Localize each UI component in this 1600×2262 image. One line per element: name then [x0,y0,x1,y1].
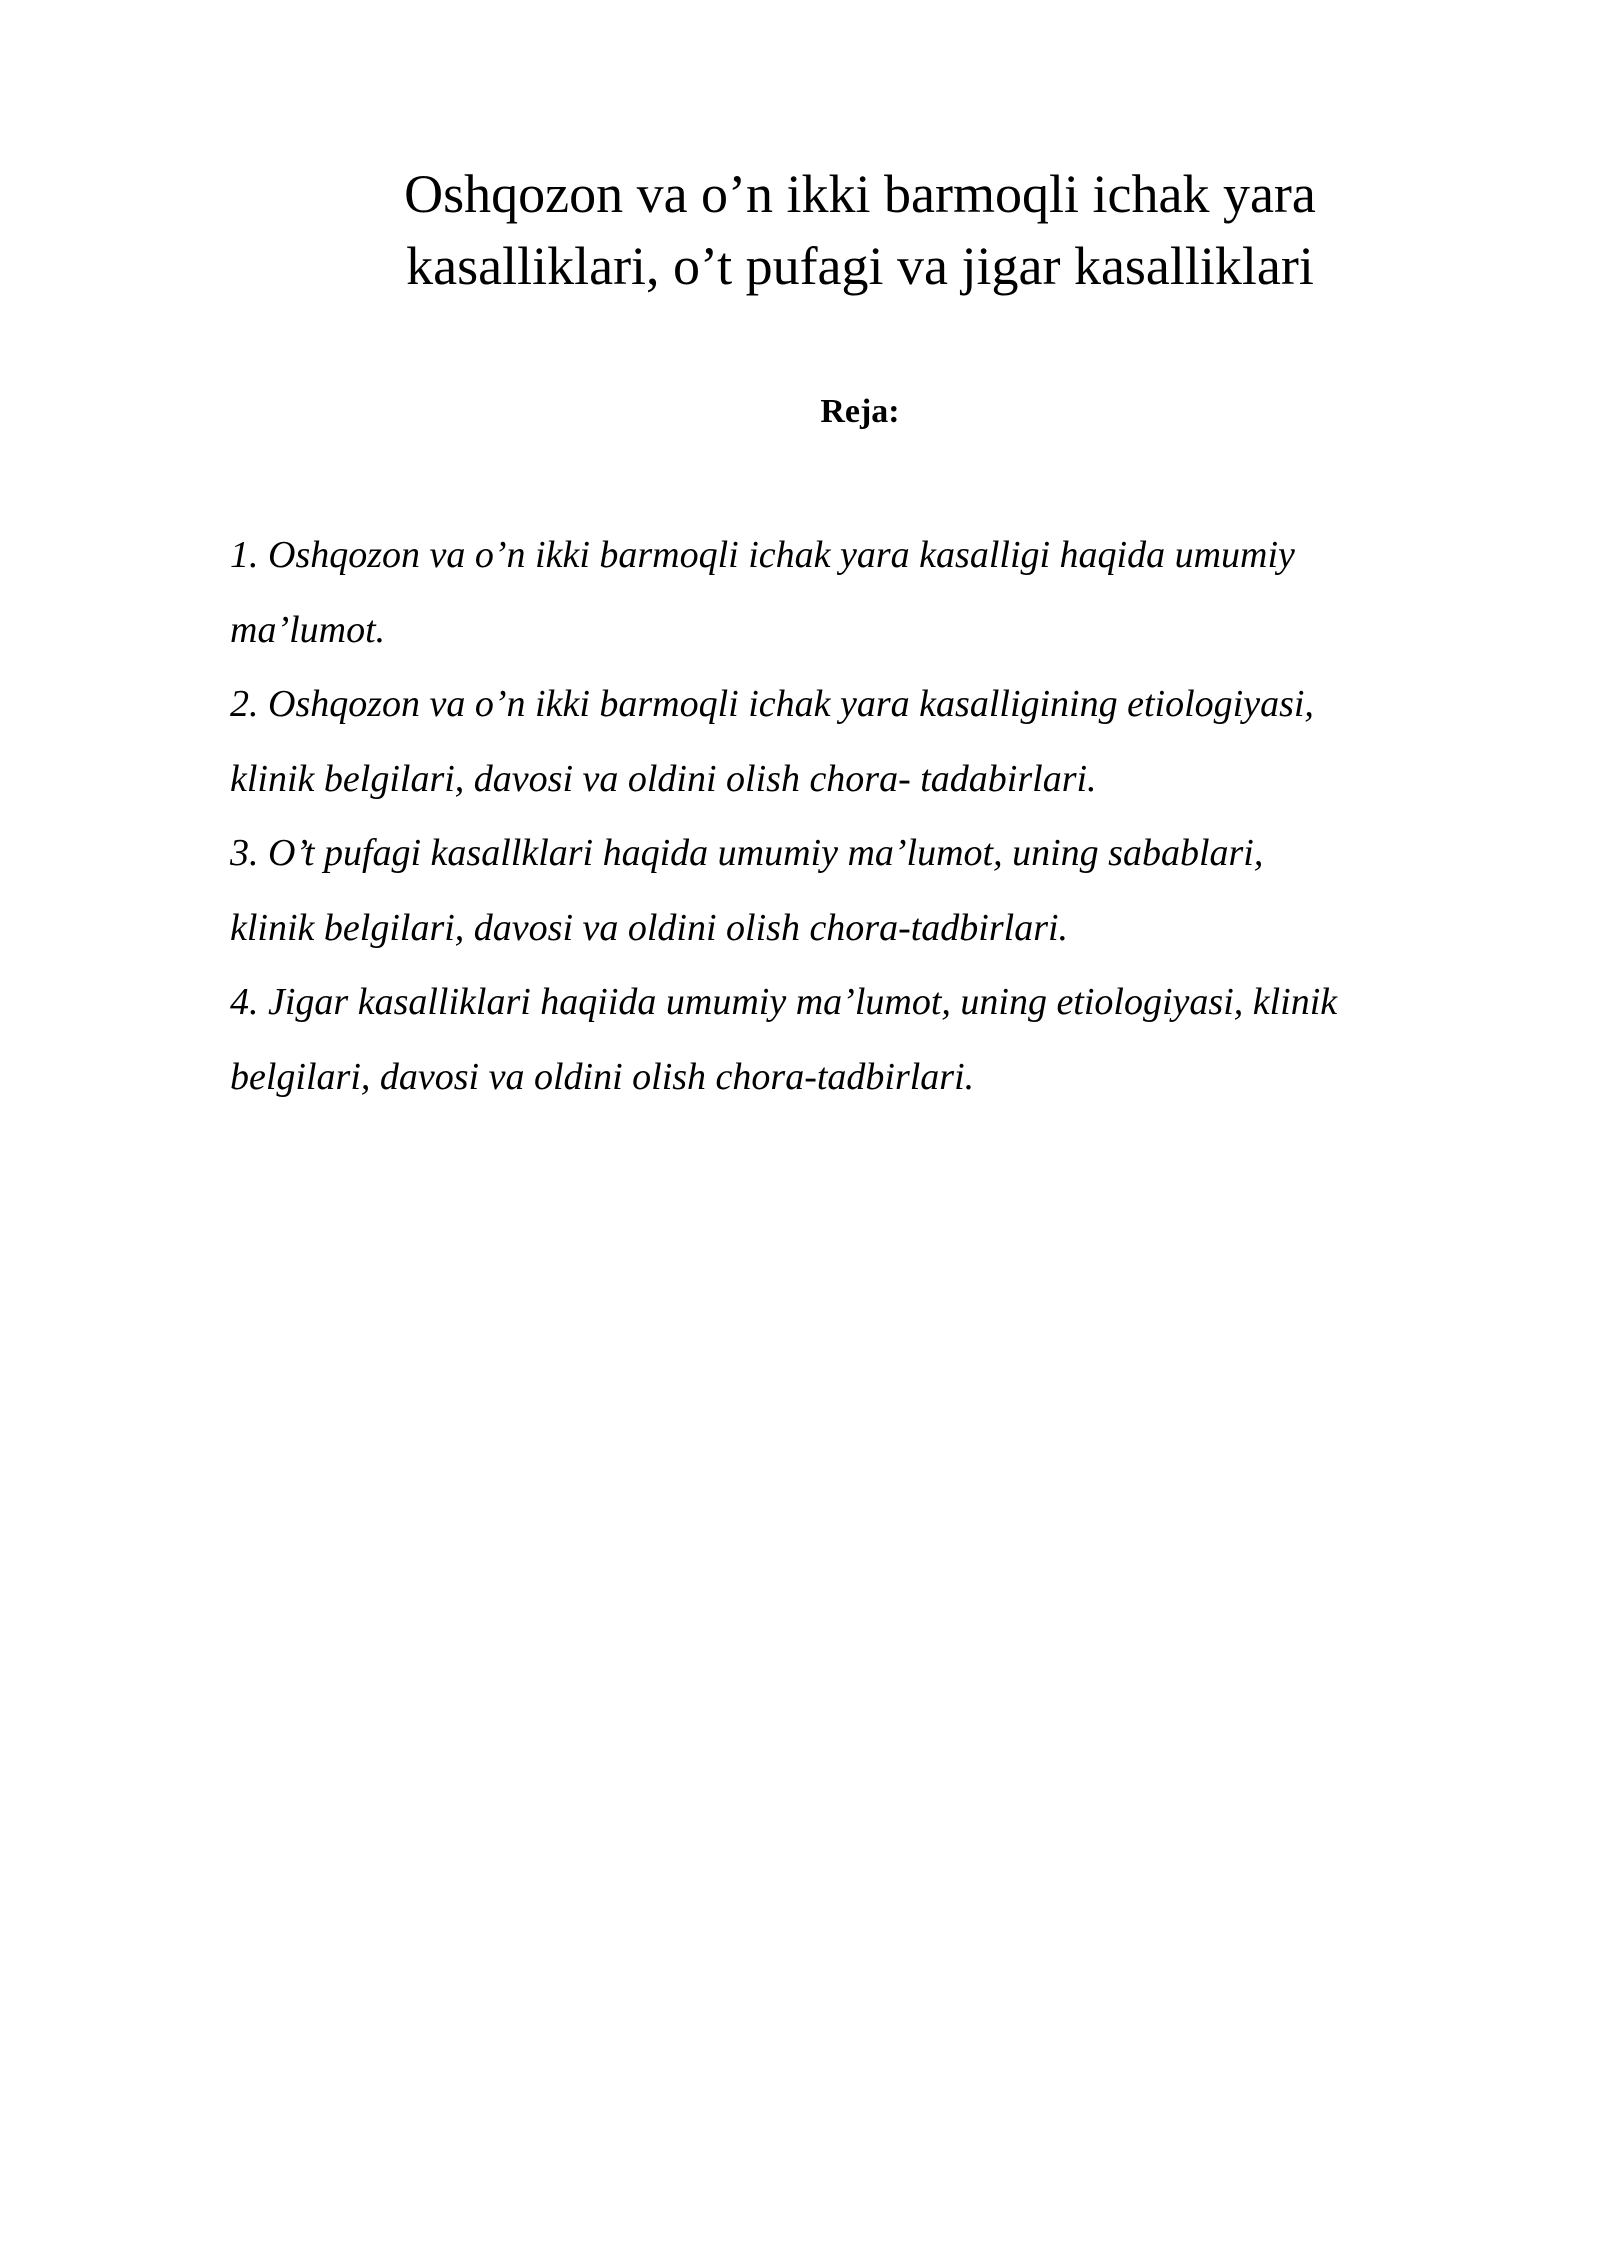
plan-item-3-line-2: klinik belgilari, davosi va oldini olish chora-tadbirlari. [230,906,1069,949]
plan-item-number: 2. [230,683,259,725]
plan-item-text: Oshqozon va o’n ikki barmoqli ichak yara kasalligi haqida umumiy [268,534,1295,576]
plan-item-2-line-2: klinik belgilari, davosi va oldini olish chora- tadabirlari. [230,757,1097,800]
plan-item-1-line-2: ma’lumot. [230,608,386,651]
plan-item-2 [230,667,1530,816]
plan-heading: Reja: [820,393,900,430]
plan-item-text: O’t pufagi kasallklari haqida umumiy ma’lumot, uning sabablari, [268,832,1264,874]
plan-list [230,518,1530,1114]
plan-item-3 [230,816,1530,965]
plan-item-2-line-1 [230,667,1530,742]
page-title [300,158,1420,302]
plan-item-text: Oshqozon va o’n ikki barmoqli ichak yara kasalligining etiologiyasi, [268,683,1314,725]
plan-item-number: 4. [230,981,259,1023]
plan-item-4-line-1 [230,965,1530,1040]
plan-item-number: 3. [230,832,259,874]
plan-item-number: 1. [230,534,259,576]
plan-item-1-line-1 [230,518,1530,593]
plan-item-1 [230,518,1530,667]
plan-item-text: Jigar kasalliklari haqiida umumiy ma’lumot, uning etiologiyasi, klinik [268,981,1338,1023]
title-line-2: kasalliklari, o’t pufagi va jigar kasalliklari [406,236,1314,296]
plan-item-4 [230,965,1530,1114]
title-line-1: Oshqozon va o’n ikki barmoqli ichak yara [404,164,1316,224]
plan-item-4-line-2: belgilari, davosi va oldini olish chora-tadbirlari. [230,1055,975,1098]
plan-item-3-line-1 [230,816,1530,891]
